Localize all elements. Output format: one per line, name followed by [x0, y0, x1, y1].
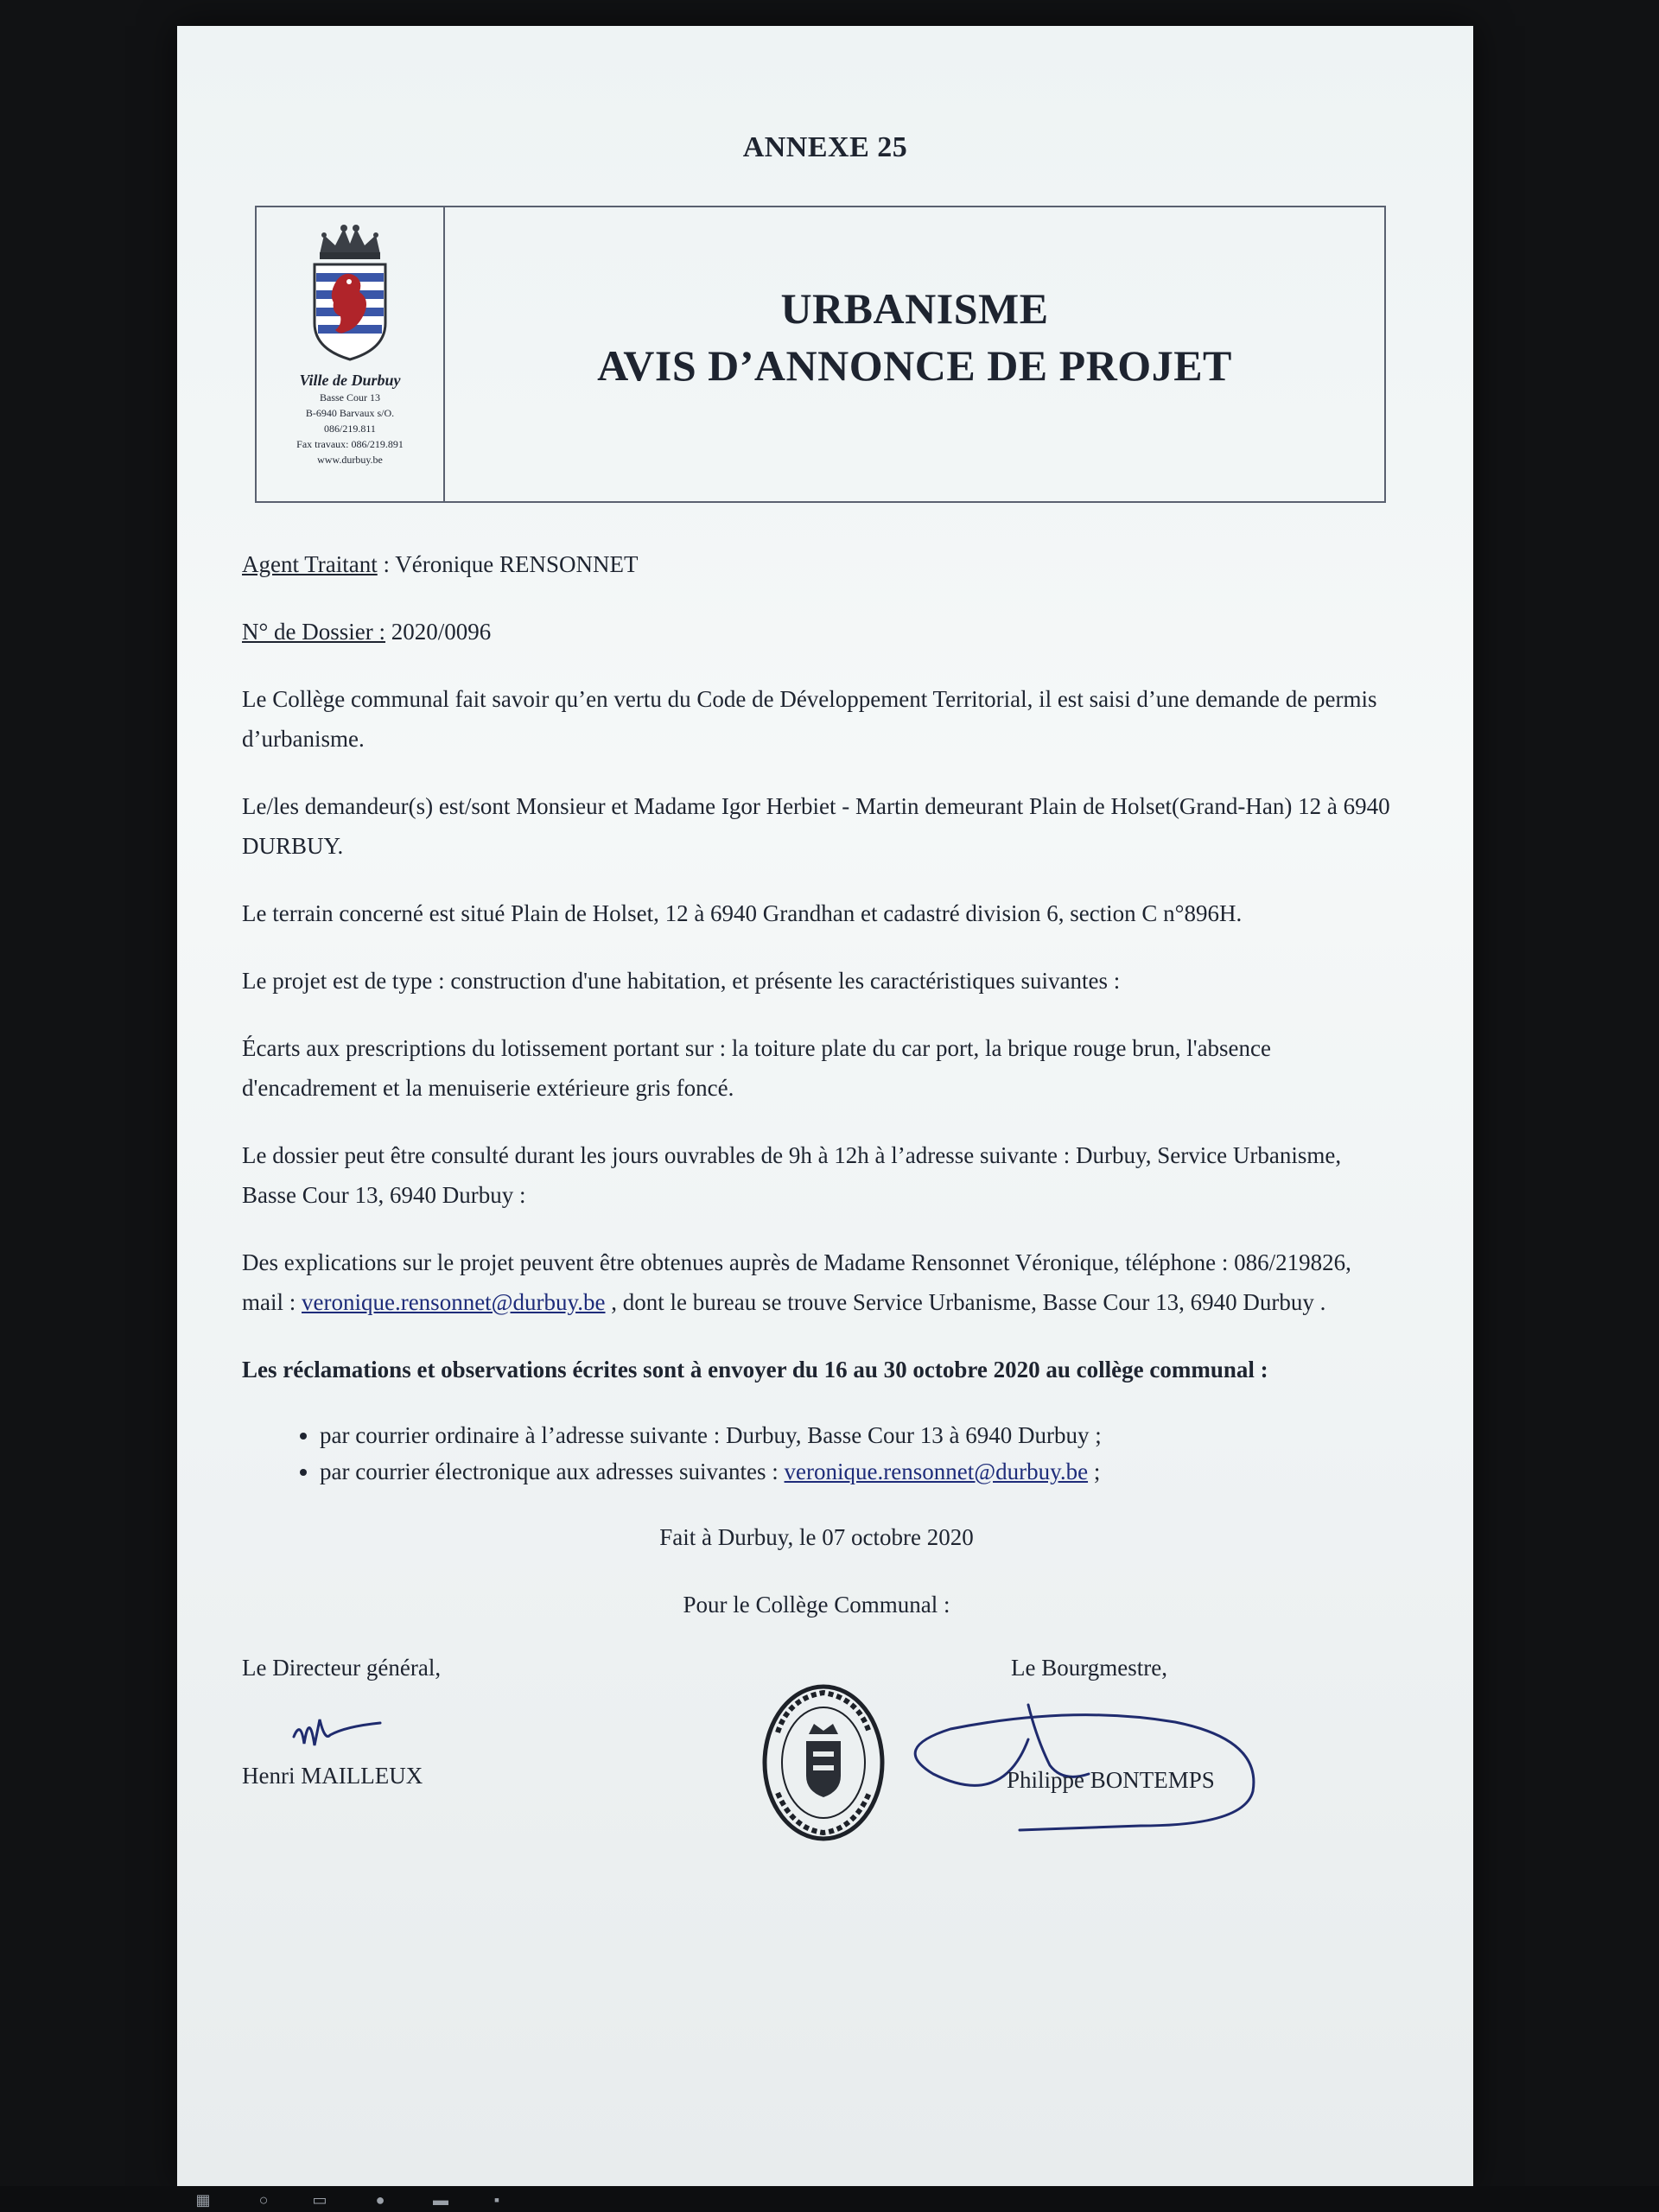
document-subtitle: AVIS D’ANNONCE DE PROJET — [597, 341, 1232, 390]
document-page — [177, 26, 1473, 2186]
logo-cell — [257, 207, 445, 501]
dossier-label: N° de Dossier : — [242, 619, 386, 645]
agent-value: Véronique RENSONNET — [395, 551, 639, 577]
director-name: Henri MAILLEUX — [242, 1763, 423, 1789]
city-name: Ville de Durbuy — [299, 372, 401, 389]
agent-line — [242, 544, 1391, 584]
agent-label: Agent Traitant — [242, 551, 378, 577]
dossier-value: 2020/0096 — [385, 619, 492, 645]
list-item: • par courrier ordinaire à l’adresse suivante : Durbuy, Basse Cour 13 à 6940 Durbuy ; — [320, 1417, 1391, 1453]
paragraph-explications — [242, 1243, 1391, 1322]
mayor-title: Le Bourgmestre, — [1011, 1655, 1167, 1681]
browser-icon[interactable]: ● — [375, 2191, 385, 2209]
paragraph-projet: Le projet est de type : construction d'une habitation, et présente les caractéristiques suivantes : — [242, 968, 1121, 994]
submission-methods-list — [242, 1417, 1391, 1490]
app-icon[interactable]: ▪ — [493, 2191, 500, 2209]
paragraph-terrain: Le terrain concerné est situé Plain de Holset, 12 à 6940 Grandhan et cadastré division 6, section C n°896H. — [242, 900, 1243, 926]
task-view-icon[interactable]: ▭ — [312, 2191, 327, 2209]
os-taskbar — [0, 2186, 1659, 2212]
for-college: Pour le Collège Communal : — [683, 1592, 950, 1618]
annexe-label: ANNEXE 25 — [742, 131, 908, 163]
document-body — [242, 544, 1391, 1652]
paragraph-reclamations: Les réclamations et observations écrites sont à envoyer du 16 au 30 octobre 2020 au collège communal : — [242, 1357, 1268, 1382]
paragraph-consultation: Le dossier peut être consulté durant les jours ouvrables de 9h à 12h à l’adresse suivante : Durbuy, Service Urbanisme, Basse Cour 13, 6940 Durbuy : — [242, 1142, 1342, 1208]
list-item-text-end: ; — [1088, 1459, 1101, 1484]
search-icon[interactable]: ○ — [258, 2191, 269, 2209]
submission-email-link[interactable]: veronique.rensonnet@durbuy.be — [784, 1459, 1089, 1484]
durbuy-coat-of-arms — [302, 219, 397, 366]
explications-text: Des explications sur le projet peuvent être obtenues auprès de Madame Rensonnet Véronique, téléphone : 086/219826, mail : — [242, 1249, 1351, 1315]
website-line: www.durbuy.be — [317, 454, 383, 466]
paragraph-demandeurs: Le/les demandeur(s) est/sont Monsieur et Madame Igor Herbiet - Martin demeurant Plain de Holset(Grand-Han) 12 à 6940 DURBUY. — [242, 793, 1390, 859]
director-signature — [285, 1702, 389, 1763]
header-box — [255, 206, 1386, 503]
address-line: B-6940 Barvaux s/O. — [305, 407, 395, 419]
agent-separator: : — [377, 551, 396, 577]
document-title: URBANISME — [780, 284, 1049, 333]
paragraph-college: Le Collège communal fait savoir qu’en vertu du Code de Développement Territorial, il est saisi d’une demande de permis d’urbanisme. — [242, 686, 1377, 752]
title-cell — [445, 207, 1384, 501]
signature-area — [242, 1655, 1391, 1879]
folder-icon[interactable]: ▬ — [433, 2191, 448, 2209]
dossier-line — [242, 612, 1391, 652]
mayor-name: Philippe BONTEMPS — [1007, 1767, 1215, 1793]
list-item-text: par courrier électronique aux adresses suivantes : — [320, 1459, 785, 1484]
document-screen — [177, 26, 1473, 2186]
commune-seal-stamp — [759, 1681, 888, 1845]
explications-text-end: , dont le bureau se trouve Service Urbanisme, Basse Cour 13, 6940 Durbuy . — [605, 1289, 1326, 1315]
phone-line: 086/219.811 — [324, 423, 376, 435]
place-date: Fait à Durbuy, le 07 octobre 2020 — [659, 1524, 974, 1550]
list-item — [320, 1453, 1391, 1490]
contact-email-link[interactable]: veronique.rensonnet@durbuy.be — [302, 1289, 606, 1315]
windows-start-icon[interactable]: ▦ — [195, 2191, 211, 2209]
paragraph-ecarts: Écarts aux prescriptions du lotissement portant sur : la toiture plate du car port, la brique rouge brun, l'absence d'encadrement et la menuiserie extérieure gris foncé. — [242, 1035, 1272, 1101]
address-line: Basse Cour 13 — [320, 391, 380, 404]
fax-line: Fax travaux: 086/219.891 — [296, 438, 404, 450]
director-title: Le Directeur général, — [242, 1655, 442, 1681]
